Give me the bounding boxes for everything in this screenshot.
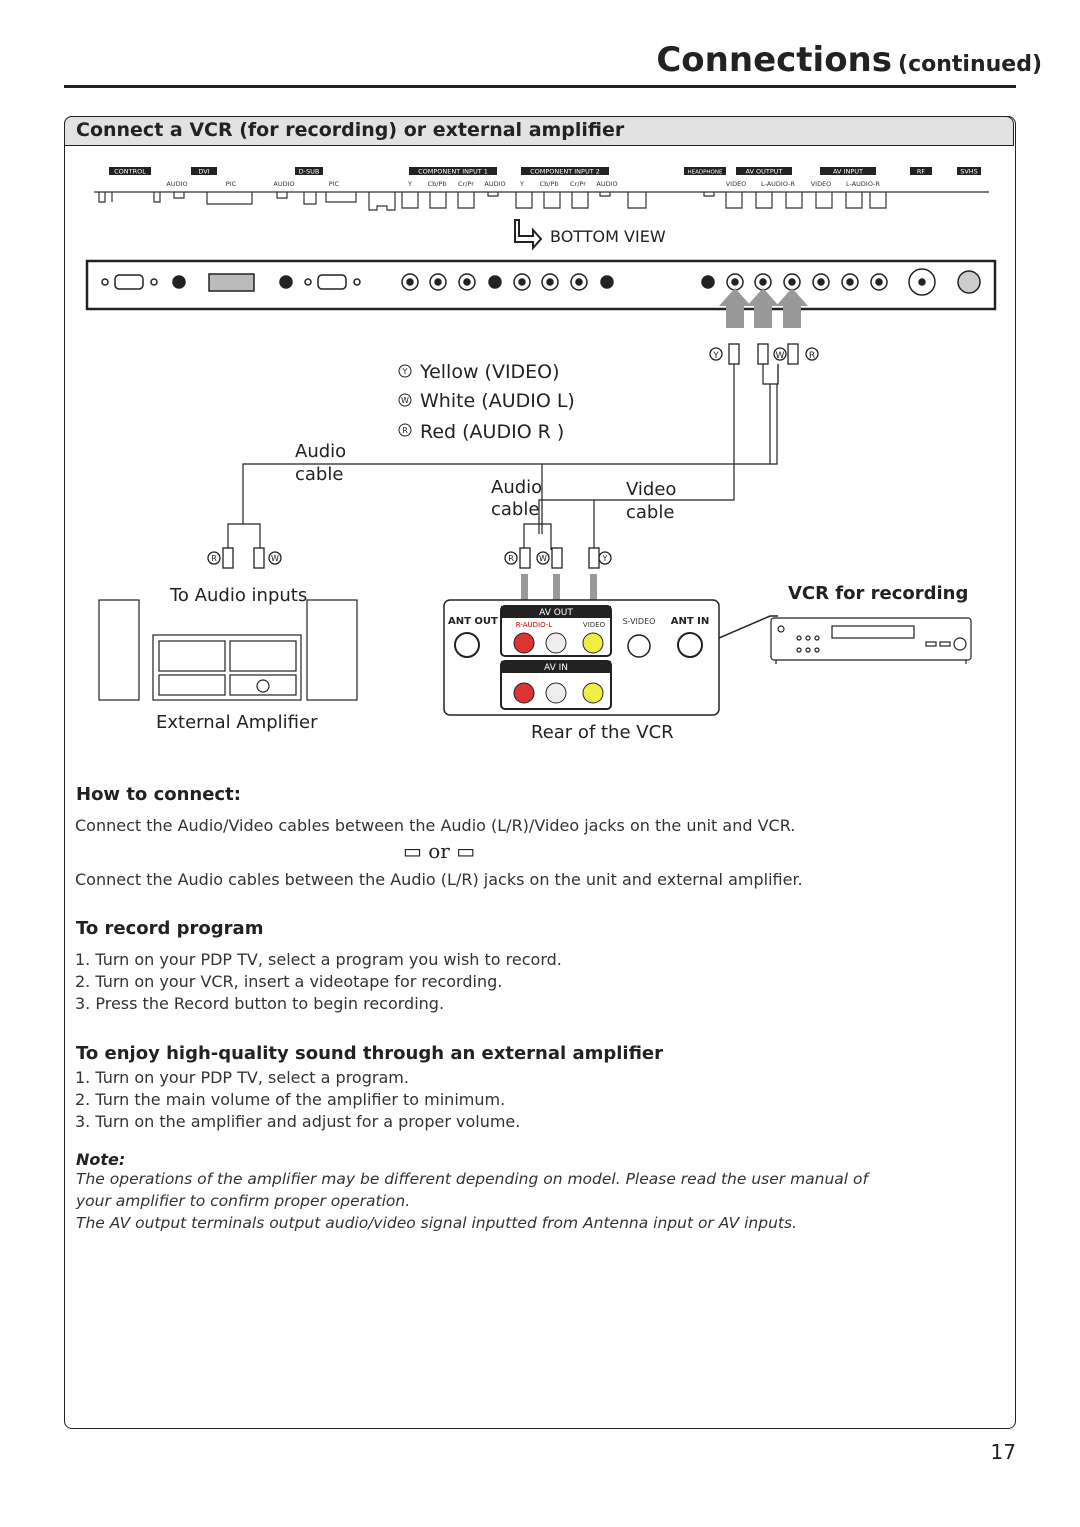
record-step-2: 2. Turn on your VCR, insert a videotape for recording. <box>75 972 503 991</box>
panel-label-strip <box>109 167 981 188</box>
external-amplifier-illustration <box>99 600 357 700</box>
svg-text:W: W <box>539 554 547 563</box>
svg-text:Y: Y <box>602 554 608 563</box>
label-svhs: SVHS <box>960 167 978 176</box>
svg-text:Cb/Pb: Cb/Pb <box>539 180 559 188</box>
rear-of-vcr-label: Rear of the VCR <box>531 722 674 743</box>
svg-text:R: R <box>402 426 408 435</box>
record-step-1: 1. Turn on your PDP TV, select a program you wish to record. <box>75 950 562 969</box>
color-legend <box>399 361 575 443</box>
svg-text:AUDIO: AUDIO <box>596 180 618 188</box>
svg-text:S-VIDEO: S-VIDEO <box>622 617 656 626</box>
legend-white: White (AUDIO L) <box>420 390 575 412</box>
title-rule <box>64 85 1016 88</box>
label-dsub: D-SUB <box>298 167 320 176</box>
svg-text:W: W <box>271 554 279 563</box>
record-step-3: 3. Press the Record button to begin recording. <box>75 994 445 1013</box>
amp-plugs <box>208 548 281 568</box>
amplifier-heading: To enjoy high-quality sound through an external amplifier <box>76 1043 664 1064</box>
note-line-2: your amplifier to confirm proper operation. <box>76 1192 411 1210</box>
svg-text:VIDEO: VIDEO <box>582 621 606 629</box>
svg-text:W: W <box>775 351 785 361</box>
video-cable-label-1: Video <box>626 479 677 500</box>
svg-text:R: R <box>508 554 514 563</box>
page-title: Connections (continued) <box>656 40 1042 80</box>
label-headphone: HEADPHONE <box>687 169 723 176</box>
audio-cable-label-left-1: Audio <box>295 441 347 462</box>
label-dvi: DVI <box>198 167 210 176</box>
how-to-connect-heading: How to connect: <box>76 784 241 805</box>
svg-text:Cb/Pb: Cb/Pb <box>427 180 447 188</box>
vcr-for-recording-label: VCR for recording <box>788 583 969 604</box>
audio-cable-label-mid-1: Audio <box>491 477 543 498</box>
svg-text:R-AUDIO-L: R-AUDIO-L <box>515 621 553 629</box>
svg-text:Cr/Pr: Cr/Pr <box>570 180 586 188</box>
label-comp2: COMPONENT INPUT 2 <box>530 167 600 176</box>
connection-diagram <box>64 148 1014 748</box>
svg-text:Y: Y <box>713 351 719 361</box>
vcr-rear-panel <box>444 600 719 715</box>
label-av-input: AV INPUT <box>833 167 863 176</box>
svg-text:VIDEO: VIDEO <box>810 180 832 188</box>
svg-text:AUDIO: AUDIO <box>273 180 295 188</box>
panel-side-profile <box>94 192 989 210</box>
svg-text:Y: Y <box>520 180 524 188</box>
record-heading: To record program <box>76 918 264 939</box>
note-heading: Note: <box>76 1150 126 1169</box>
tv-plugs <box>710 344 818 364</box>
svg-text:L-AUDIO-R: L-AUDIO-R <box>846 180 880 188</box>
to-audio-inputs-label: To Audio inputs <box>170 585 308 606</box>
video-cable-label-2: cable <box>626 502 675 523</box>
amplifier-step-1: 1. Turn on your PDP TV, select a program. <box>75 1068 409 1087</box>
legend-red: Red (AUDIO R ) <box>420 421 565 443</box>
label-comp1: COMPONENT INPUT 1 <box>418 167 488 176</box>
how-to-connect-line-2: Connect the Audio cables between the Audio (L/R) jacks on the unit and external amplifier. <box>75 870 803 889</box>
bottom-view-label: BOTTOM VIEW <box>550 227 666 246</box>
label-av-output: AV OUTPUT <box>745 167 783 176</box>
label-rf: RF <box>916 167 926 176</box>
how-to-connect-line-1: Connect the Audio/Video cables between the Audio (L/R)/Video jacks on the unit and VCR. <box>75 816 796 835</box>
svg-text:R: R <box>211 554 217 563</box>
svg-text:AUDIO: AUDIO <box>484 180 506 188</box>
cable-arrows <box>719 288 808 328</box>
vcr-plugs <box>505 548 611 568</box>
svg-text:AV IN: AV IN <box>544 663 568 673</box>
section-title: Connect a VCR (for recording) or external amplifier <box>76 119 625 141</box>
svg-text:Y: Y <box>408 180 412 188</box>
note-line-1: The operations of the amplifier may be different depending on model. Please read the user manual of <box>76 1170 868 1188</box>
external-amplifier-label: External Amplifier <box>156 712 318 733</box>
vcr-callout <box>719 616 778 638</box>
svg-text:L-AUDIO-R: L-AUDIO-R <box>761 180 795 188</box>
svg-text:Cr/Pr: Cr/Pr <box>458 180 474 188</box>
vcr-front-illustration <box>771 618 971 664</box>
svg-text:ANT IN: ANT IN <box>670 616 710 627</box>
svg-text:PIC: PIC <box>328 180 340 188</box>
bottom-view-icon <box>515 220 541 248</box>
svg-text:Y: Y <box>402 367 408 376</box>
legend-yellow: Yellow (VIDEO) <box>420 361 560 383</box>
page-number: 17 <box>990 1440 1016 1464</box>
svg-text:W: W <box>401 396 409 405</box>
label-control: CONTROL <box>114 167 146 176</box>
svg-text:PIC: PIC <box>225 180 237 188</box>
svg-text:AUDIO: AUDIO <box>166 180 188 188</box>
amplifier-step-3: 3. Turn on the amplifier and adjust for a proper volume. <box>75 1112 521 1131</box>
or-separator: ▭ or ▭ <box>403 839 476 863</box>
note-line-3: The AV output terminals output audio/video signal inputted from Antenna input or AV inputs. <box>76 1214 797 1232</box>
svg-text:ANT OUT: ANT OUT <box>448 616 498 627</box>
svg-text:AV OUT: AV OUT <box>539 608 573 618</box>
svg-text:VIDEO: VIDEO <box>725 180 747 188</box>
amplifier-step-2: 2. Turn the main volume of the amplifier to minimum. <box>75 1090 506 1109</box>
audio-cable-label-mid-2: cable <box>491 499 540 520</box>
audio-cable-label-left-2: cable <box>295 464 344 485</box>
svg-text:R: R <box>808 351 816 361</box>
